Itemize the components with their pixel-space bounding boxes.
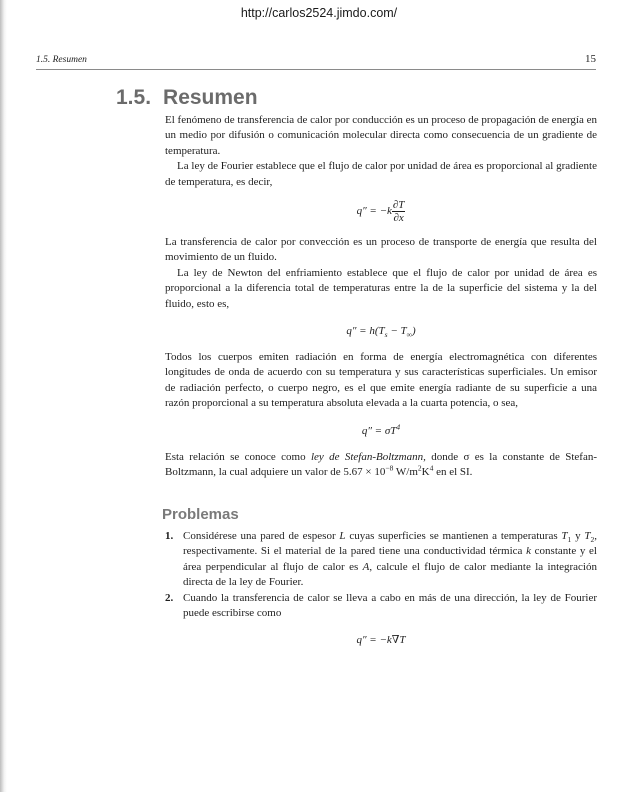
fraction-numerator: ∂T — [392, 199, 405, 211]
problem-text: Cuando la transferencia de calor se lleva a cabo en más de una dirección, la ley de Fourier puede escribirse como — [183, 591, 597, 619]
equation-fourier-fraction — [392, 199, 406, 224]
paragraph-newton: La ley de Newton del enfriamiento establece que el flujo de calor por unidad de área es proporcional a la diferencia total de temperaturas entre la de la superficie del sistema y la del fluido, esto es, — [165, 266, 597, 310]
problem-text: Considérese una pared de espesor L cuyas superficies se mantienen a temperaturas $T_1$ y $T_2$, respectivamente. Si el material de la pared tiene una conductividad térmica k constante y el área perpendicular al flujo de calor es A, calcule el flujo de calor mediante la integración directa de la ley de Fourier. — [183, 529, 598, 589]
problem-item-2 — [165, 591, 597, 622]
equation-fourier — [165, 196, 597, 226]
equation-stefan-boltzmann: $q'' = \sigma T^4$ — [361, 422, 401, 437]
problem-item-1 — [165, 529, 597, 591]
problem-number: 1. — [165, 529, 174, 542]
fraction-denominator: ∂x — [393, 212, 404, 224]
paragraph-convection: La transferencia de calor por convección es un proceso de transporte de energía que resulta del movimiento de un fluido. — [165, 236, 597, 264]
running-head — [36, 55, 596, 70]
source-url: http://carlos2524.jimdo.com/ — [240, 6, 398, 20]
section-title: Resumen — [163, 86, 258, 109]
paragraph-fourier: La ley de Fourier establece que el flujo de calor por unidad de área es proporcional al gradiente de temperatura, es decir, — [165, 160, 597, 188]
running-title: 1.5. Resumen — [36, 55, 87, 65]
paragraph-radiation: Todos los cuerpos emiten radiación en forma de energía electromagnética con diferentes longitudes de onda de acuerdo con su temperatura y sus características superficiales. Un emisor de radiación perfecto, o cuerpo negro, es el que emite energía radiante de su superficie a una razón proporcional a su temperatura absoluta elevada a la cuarta potencia, o sea, — [165, 351, 597, 410]
equation-newton: $q'' = h(T_s - T_\infty)$ — [346, 325, 416, 340]
section-heading — [116, 86, 258, 110]
problems-heading: Problemas — [162, 505, 239, 523]
paragraph-conduction: El fenómeno de transferencia de calor por conducción es un proceso de propagación de energía en un medio por difusión o comunicación molecular directa como consecuencia de un gradiente de temperatura. — [165, 114, 597, 157]
equation-fourier-lhs: q″ = −k — [356, 205, 392, 218]
page-body — [162, 113, 598, 659]
problem-number: 2. — [165, 591, 174, 604]
section-number: 1.5. — [116, 86, 152, 109]
page-number: 15 — [585, 53, 596, 65]
law-name: ley de Stefan-Boltzmann, — [310, 450, 426, 463]
scan-edge-shadow — [0, 0, 7, 792]
paragraph-stefan-boltzmann: Esta relación se conoce como ley de Stefan-Boltzmann, donde σ es la constante de Stefan-Boltzmann, la cual adquiere un valor de $5.67 \times 10^{-8}$ $W/m^2K^4$ en el SI. — [165, 450, 597, 479]
equation-fourier-vector: q″ = −k∇T — [356, 634, 406, 647]
